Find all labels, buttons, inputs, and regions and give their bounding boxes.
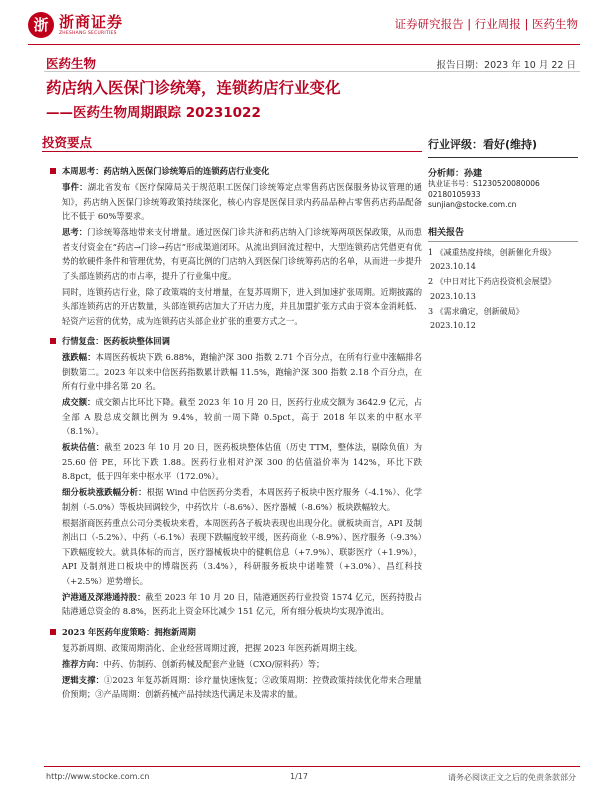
paragraph: 同时，连锁药店行业，除了政策端的支付增量，在复苏周期下，进入到加速扩张周期。近期披露的头部连锁药店的开店数量，头部连锁药店加大了开店力度，并且加盟扩张方式由于资本金消耗低、轻资产运营的优势，成为连锁药店头部企业扩张的重要方式之一。 [62, 286, 422, 326]
logo-mark-icon: 浙 [28, 12, 54, 38]
category-label: 医药生物 [46, 56, 97, 71]
paragraph [62, 657, 422, 672]
related-report-title[interactable]: 2 《中日对比下药店投资机会展望》 [428, 277, 556, 286]
paragraph-text: 截至 2023 年 10 月 20 日，医药板块整体估值（历史 TTM，整体法，剔除负值）为 25.60 倍 PE，环比下跌 1.88。医药行业相对沪深 300 的估值溢价率为 142%，环比下跌 8.8pct，低于四年来中枢水平（172.0%）。 [62, 442, 422, 481]
industry-rating: 行业评级：看好(维持) [428, 136, 578, 158]
analyst-cert: 执业证书号：S1230520080006 [428, 179, 540, 188]
bullet-heading: 行情复盘：医药板块整体回调 [62, 334, 422, 349]
page-number: 1/17 [290, 772, 308, 781]
paragraph-lead: 推荐方向： [62, 658, 104, 669]
paragraph-lead: 沪港通及深港通持股： [62, 591, 146, 602]
sidebar [428, 136, 578, 330]
paragraph: 复苏新周期、政策周期消化、企业经营周期过渡，把握 2023 年医药新周期主线。 [62, 642, 363, 653]
footer-url[interactable]: http://www.stocke.com.cn [46, 772, 150, 781]
section-rule [42, 151, 422, 152]
company-logo [28, 10, 146, 42]
bullet-heading: 本周思考：药店纳入医保门诊统筹后的连锁药店行业变化 [62, 164, 422, 179]
paragraph-lead: 思考： [62, 227, 88, 237]
paragraph-text: 湖北省发布《医疗保障局关于规范职工医保门诊统筹定点零售药店医保服务协议管理的通知》，药店纳入医保门诊统筹政策持续深化，核心内容是医保目录内药品品种占零售药店药品配备比不低于 60%等要求。 [62, 182, 422, 221]
paragraph-lead: 成交额： [62, 397, 96, 407]
paragraph-lead: 细分板块涨跌幅分析： [62, 487, 147, 497]
paragraph [62, 673, 422, 702]
paragraph-text: 截至 2023 年 10 月 20 日，陆港通医药行业投资 1574 亿元，医药持股占陆港通总资金的 8.8%，医药北上资金环比减少 151 亿元，所有细分板块均实现净流出。 [62, 591, 422, 616]
related-reports-heading: 相关报告 [428, 225, 578, 242]
paragraph: 根据浙商医药重点公司分类板块来看，本周医药各子板块表现也出现分化。就板块而言，API 及制剂出口（-5.2%）、中药（-6.1%）表现下跌幅度较平缓，医药商业（-8.9%）、医疗服务（-9.3%）下跌幅度较大。就具体标的而言，医疗器械板块中的健帆信息（+7.9%）、联影医疗（+1.9%），API 及制剂进口板块中的博瑞医药（3.4%），科研服务板块中诺唯赞（+3.0%）、昌红科技（+2.5%）逆势增长。 [62, 517, 422, 586]
report-type-nav: 证券研究报告 | 行业周报 | 医药生物 [394, 17, 578, 31]
paragraph-lead: 逻辑支撑： [62, 674, 105, 685]
header-rule [28, 44, 580, 45]
paragraph [62, 350, 422, 394]
report-title: 药店纳入医保门诊统筹，连锁药店行业变化 [46, 79, 341, 97]
section-heading: 投资要点 [42, 135, 93, 150]
paragraph-text: 门诊统筹落地带来支付增量。通过医保门诊共济和药店纳入门诊统筹两项医保政策，从而患者支付资金在“药店→门诊→药店”形成渠道闭环。从流出到回流过程中，大型连锁药店凭借更有优势的软硬件条件和管理优势，有更高比例的门店纳入到医保门诊统筹药店的名单，从而进一步提升了头部连锁药店的市占率，提升了行业集中度。 [62, 227, 422, 281]
paragraph-text: 成交额占比环比下降。截至 2023 年 10 月 20 日，医药行业成交额为 3642.9 亿元，占全部 A 股总成交额比例为 9.4%，较前一周下降 0.5pct，高于 2018 年以来的中枢水平（8.1%）。 [62, 397, 422, 436]
paragraph [62, 485, 422, 514]
paragraph-text: 根据 Wind 中信医药分类看，本周医药子板块中医疗服务（-4.1%）、化学制剂（-5.0%）等板块回调较少，中药饮片（-8.6%）、医疗器械（-8.6%）板块跌幅较大。 [62, 487, 422, 512]
paragraph-text: 本周医药板块下跌 6.88%，跑输沪深 300 指数 2.71 个百分点，在所有行业中涨幅排名倒数第二。2023 年以来中信医药指数累计跌幅 11.5%，跑输沪深 300 指数 2.18 个百分点，在所有行业中排名第 20 名。 [62, 352, 422, 391]
report-subtitle: ——医药生物周期跟踪 20231022 [46, 105, 261, 121]
logo-text: 浙商证券 [59, 13, 124, 31]
related-reports-list [428, 246, 578, 331]
related-report-title[interactable]: 3 《需求确定，创新破局》 [428, 306, 524, 316]
analyst-label: 分析师： [428, 169, 465, 179]
paragraph [62, 225, 422, 283]
paragraph-text: 中药、仿制药、创新药械及配套产业链（CXO/原料药）等； [103, 658, 325, 669]
paragraph [62, 590, 422, 619]
category-rule [44, 71, 580, 72]
analyst-email[interactable]: sunjian@stocke.com.cn [428, 200, 517, 209]
related-report-date: 2023.10.12 [430, 321, 476, 330]
paragraph [62, 440, 422, 484]
paragraph-lead: 涨跌幅： [62, 352, 96, 362]
related-report-date: 2023.10.13 [430, 291, 476, 301]
main-content [62, 158, 422, 703]
related-report-title[interactable]: 1 《减重热度持续，创新催化升级》 [428, 247, 556, 257]
footer-disclaimer: 请务必阅读正文之后的免责条款部分 [448, 773, 576, 782]
paragraph-lead: 事件： [62, 182, 88, 192]
paragraph-text: ①2023 年复苏新周期：诊疗量快速恢复；②政策周期：控费政策持续优化带来合理量价预期；③产品周期：创新药械产品持续迭代满足未及需求的量。 [62, 674, 422, 699]
paragraph [62, 180, 422, 224]
analyst-name: 孙建 [464, 169, 483, 179]
bullet-heading: 2023 年医药年度策略：拥抱新周期 [62, 625, 422, 640]
related-report-date: 2023.10.14 [430, 262, 476, 271]
paragraph-lead: 板块估值： [62, 442, 105, 452]
logo-english-text: ZHESHANG SECURITIES [59, 31, 117, 36]
paragraph [62, 395, 422, 439]
footer-rule [44, 766, 580, 767]
analyst-phone: 02180105933 [428, 189, 481, 199]
report-date: 报告日期：2023 年 10 月 22 日 [436, 60, 576, 71]
